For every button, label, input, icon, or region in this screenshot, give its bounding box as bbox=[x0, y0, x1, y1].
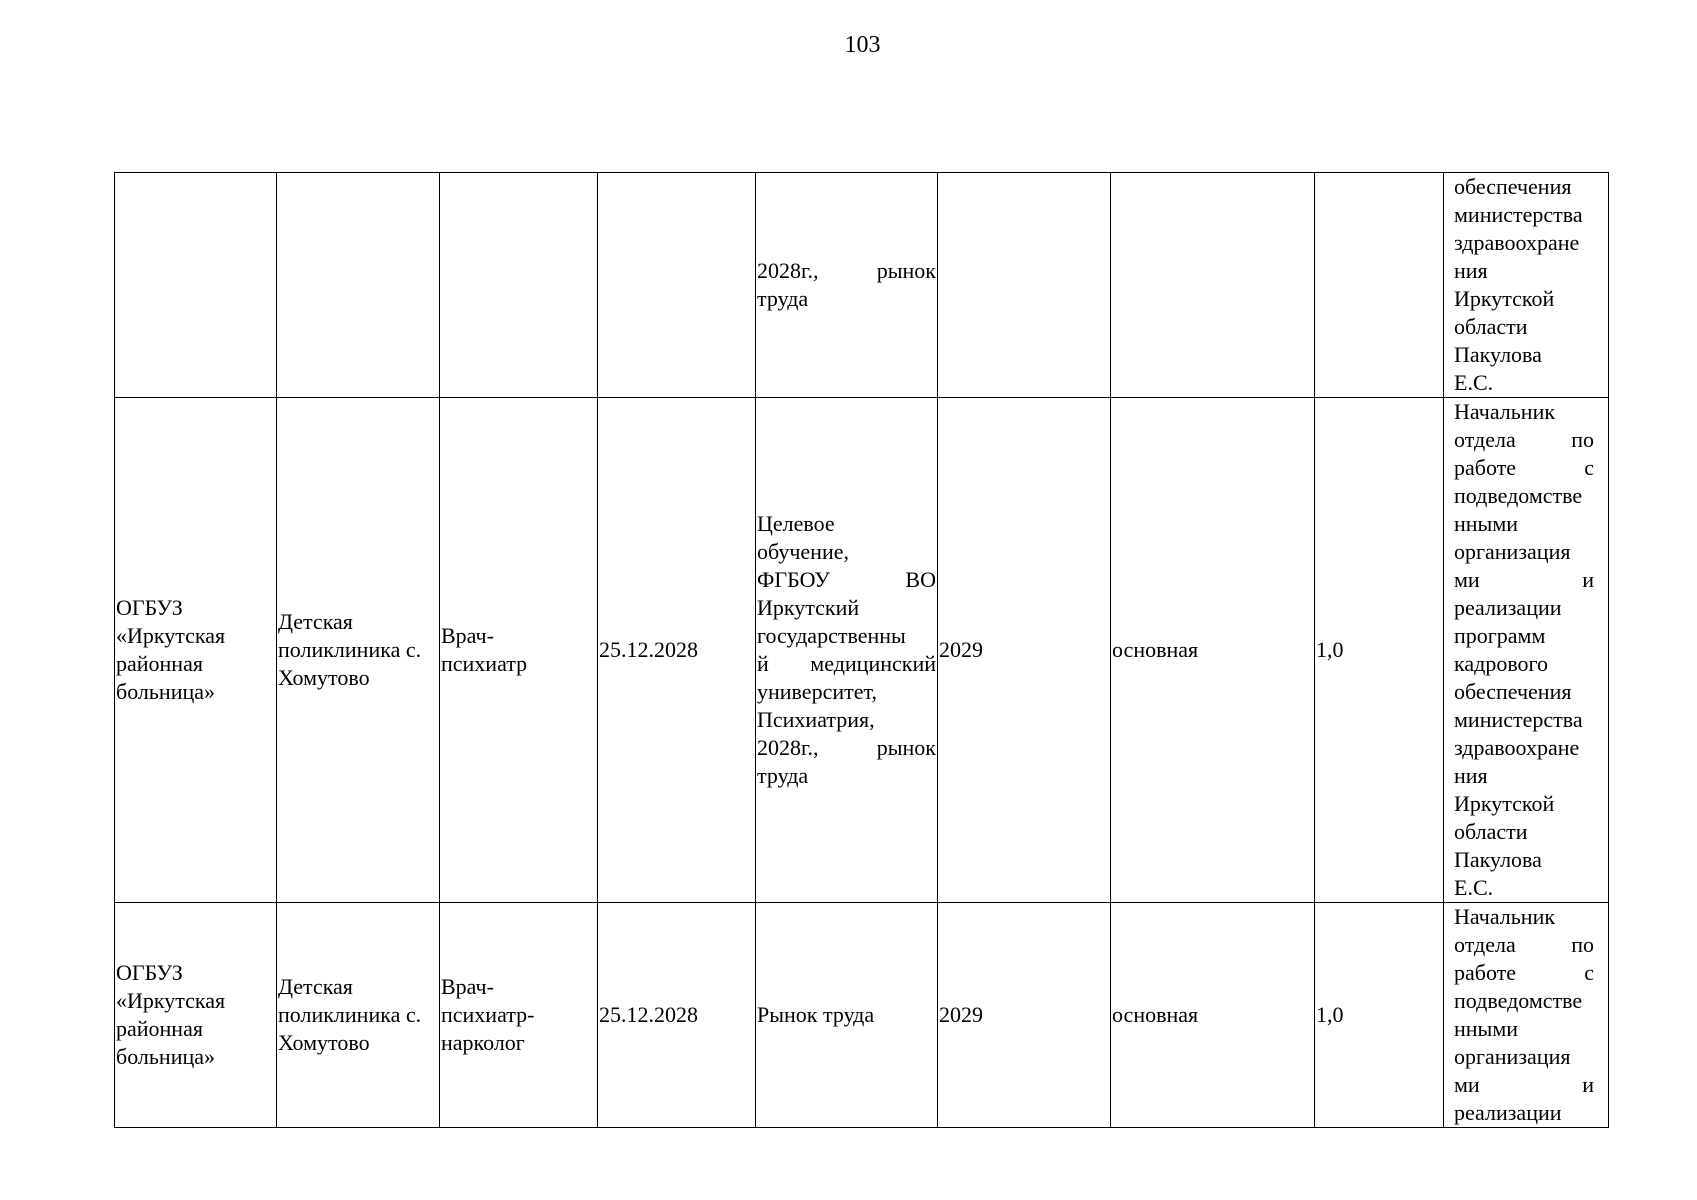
table-row bbox=[115, 398, 1609, 903]
rate-cell bbox=[1315, 173, 1444, 398]
cell-text-line: здравоохране bbox=[1454, 230, 1580, 255]
cell-text-line: Иркутской bbox=[1454, 791, 1555, 816]
cell-text-line: Психиатрия, bbox=[757, 707, 875, 732]
source-cell bbox=[756, 398, 938, 903]
cell-text-line: кадрового bbox=[1454, 651, 1549, 676]
cell-text-line: Целевое bbox=[757, 511, 835, 536]
table-row bbox=[115, 903, 1609, 1128]
cell-text-line: Начальник bbox=[1454, 399, 1556, 424]
organization-cell bbox=[115, 173, 277, 398]
rate-cell: 1,0 bbox=[1315, 398, 1444, 903]
date-cell: 25.12.2028 bbox=[598, 398, 756, 903]
cell-text-line: отдела по bbox=[1454, 427, 1594, 452]
cell-text-line: нными bbox=[1454, 1016, 1519, 1041]
cell-text-line: Пакулова bbox=[1454, 342, 1542, 367]
cell-text-line: государственны bbox=[757, 623, 906, 648]
year-cell bbox=[938, 173, 1111, 398]
date-cell: 25.12.2028 bbox=[598, 903, 756, 1128]
cell-text-line: университет, bbox=[757, 679, 877, 704]
cell-text-line: здравоохране bbox=[1454, 735, 1580, 760]
cell-text-line: области bbox=[1454, 314, 1528, 339]
cell-text-line: работе с bbox=[1454, 455, 1594, 480]
table-row bbox=[115, 173, 1609, 398]
cell-text-line: труда bbox=[757, 286, 809, 311]
year-cell: 2029 bbox=[938, 903, 1111, 1128]
cell-text-line: нными bbox=[1454, 511, 1519, 536]
position-cell bbox=[440, 173, 598, 398]
type-cell: основная bbox=[1111, 903, 1315, 1128]
cell-text-line: программ bbox=[1454, 623, 1546, 648]
cell-text-line: области bbox=[1454, 819, 1528, 844]
cell-text-line: подведомстве bbox=[1454, 988, 1583, 1013]
cell-text-line: министерства bbox=[1454, 707, 1583, 732]
rate-cell: 1,0 bbox=[1315, 903, 1444, 1128]
cell-text-line: организация bbox=[1454, 1044, 1571, 1069]
cell-text-line: Начальник bbox=[1454, 904, 1556, 929]
cell-text-line: обучение, bbox=[757, 539, 849, 564]
cell-text-line: ния bbox=[1454, 258, 1488, 283]
source-cell bbox=[756, 903, 938, 1128]
cell-text-line: 2028г., рынок bbox=[757, 258, 936, 283]
cell-text-line: й медицинский bbox=[757, 651, 936, 676]
cell-text-line: ния bbox=[1454, 763, 1488, 788]
cell-text-line: отдела по bbox=[1454, 932, 1594, 957]
cell-text-line: Е.С. bbox=[1454, 875, 1494, 900]
responsible-cell bbox=[1444, 398, 1609, 903]
page-number-text: 103 bbox=[844, 32, 881, 58]
unit-cell: Детская поликлиника с. Хомутово bbox=[277, 398, 440, 903]
organization-cell: ОГБУЗ «Иркутская районная больница» bbox=[115, 398, 277, 903]
cell-text-line: подведомстве bbox=[1454, 483, 1583, 508]
cell-text-line: работе с bbox=[1454, 960, 1594, 985]
source-cell bbox=[756, 173, 938, 398]
cell-text-line: Е.С. bbox=[1454, 370, 1494, 395]
cell-text-line: обеспечения bbox=[1454, 174, 1572, 199]
type-cell: основная bbox=[1111, 398, 1315, 903]
page-number bbox=[0, 30, 1697, 60]
position-cell: Врач- психиатр bbox=[440, 398, 598, 903]
responsible-cell bbox=[1444, 173, 1609, 398]
cell-text-line: 2028г., рынок bbox=[757, 735, 936, 760]
position-cell: Врач- психиатр- нарколог bbox=[440, 903, 598, 1128]
year-cell: 2029 bbox=[938, 398, 1111, 903]
cell-text-line: ФГБОУ ВО bbox=[757, 567, 936, 592]
cell-text-line: реализации bbox=[1454, 595, 1562, 620]
cell-text-line: труда bbox=[757, 763, 809, 788]
cell-text-line: Иркутской bbox=[1454, 286, 1555, 311]
date-cell bbox=[598, 173, 756, 398]
unit-cell bbox=[277, 173, 440, 398]
cell-text-line: Иркутский bbox=[757, 595, 860, 620]
cell-text-line: Рынок труда bbox=[757, 1002, 875, 1027]
staffing-table bbox=[114, 172, 1609, 1128]
cell-text-line: министерства bbox=[1454, 202, 1583, 227]
cell-text-line: ми и bbox=[1454, 567, 1594, 592]
cell-text-line: ми и bbox=[1454, 1072, 1594, 1097]
cell-text-line: обеспечения bbox=[1454, 679, 1572, 704]
cell-text-line: организация bbox=[1454, 539, 1571, 564]
unit-cell: Детская поликлиника с. Хомутово bbox=[277, 903, 440, 1128]
type-cell bbox=[1111, 173, 1315, 398]
cell-text-line: Пакулова bbox=[1454, 847, 1542, 872]
cell-text-line: реализации bbox=[1454, 1100, 1562, 1125]
responsible-cell bbox=[1444, 903, 1609, 1128]
organization-cell: ОГБУЗ «Иркутская районная больница» bbox=[115, 903, 277, 1128]
